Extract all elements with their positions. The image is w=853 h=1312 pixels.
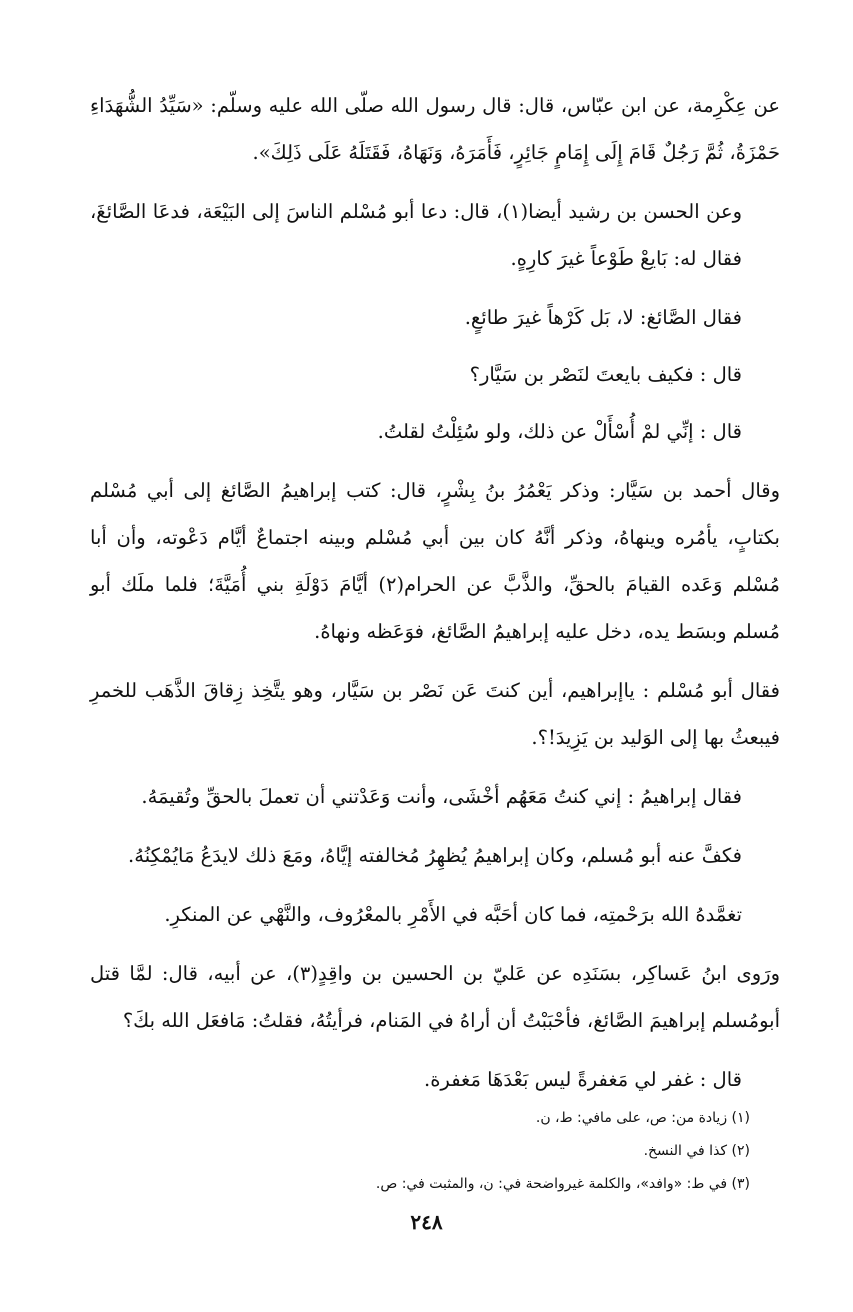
paragraph-forgiveness: قال : غفر لي مَغفرةً ليس بَعْدَهَا مَغفرة.	[424, 1068, 742, 1091]
paragraph-saigh-reply: فقال الصَّائغ: لا، بَل كَرْهاً غيرَ طائعٍ.	[464, 306, 742, 329]
paragraph-restraint: فكفَّ عنه أبو مُسلم، وكان إبراهيمُ يُظهِرُ مُخالفته إيَّاهُ، ومَعَ ذلك لايدَعُ مَايُمْكِنُهُ.	[128, 844, 742, 867]
footnote-3: (٣) في ط: «وافد»، والكلمة غيرواضحة في: ن، والمثبت في: ص.	[375, 1176, 750, 1192]
paragraph-prayer: تغمَّدهُ الله برَحْمتِه، فما كان أحَبَّه في الأَمْرِ بالمعْرُوف، والنَّهْي عن المنكرِ.	[164, 903, 742, 926]
main-text	[90, 82, 780, 1115]
footnotes	[90, 1102, 780, 1201]
footnote-2: (٢) كذا في النسخ.	[643, 1143, 750, 1159]
footnote-1: (١) زيادة من: ص، على مافي: ط، ن.	[535, 1110, 750, 1126]
paragraph-abu-muslim-question: فقال أبو مُسْلم : ياإبراهيم، أين كنتَ عَن نَصْر بن سَيَّار، وهو يتَّخِذ زِقاقَ الذَّهَب للخمرِ فيبعثُ بها إلى الوَليد بن يَزِيدَ!؟.	[90, 679, 780, 749]
paragraph-question: قال : فكيف بايعتَ لنَصْر بن سَيَّار؟	[469, 363, 742, 386]
page-number: ٢٤٨	[410, 1210, 443, 1234]
paragraph-letter: وقال أحمد بن سَيَّار: وذكر يَعْمُرُ بنُ بِشْرٍ، قال: كتب إبراهيمُ الصَّائغ إلى أبي مُسْلم بكتابٍ، يأمُره وينهاهُ، وذكر أنَّهُ كان بين أبي مُسْلم وبينه اجتماعٌ أيَّام دَعْوته، وأن أبا مُسْلم وَعَده القيامَ بالحقِّ، والذَّبَّ عن الحرام(٢) أيَّامَ دَوْلَةِ بني أُمَيَّةَ؛ فلما ملَك أبو مُسلم وبسَط يده، دخل عليه إبراهيمُ الصَّائغ، فوَعَظه ونهاهُ.	[90, 479, 780, 643]
paragraph-dream: ورَوى ابنُ عَساكِر، بسَنَدِه عن عَليّ بن الحسين بن واقِدٍ(٣)، عن أبيه، قال: لمَّا قتل أبومُسلم إبراهيمَ الصَّائغ، فأحْبَبْتُ أن أراهُ في المَنام، فرأيتُهُ، فقلتُ: مَافعَل الله بكَ؟	[90, 962, 780, 1032]
paragraph-ibrahim-reply: فقال إبراهيمُ : إني كنتُ مَعَهُم أخْشَى، وأنت وَعَدْتني أن تعملَ بالحقِّ وتُقيمَهُ.	[141, 785, 742, 808]
paragraph-bayah: وعن الحسن بن رشيد أيضا(١)، قال: دعا أبو مُسْلم الناسَ إلى البَيْعَة، فدعَا الصَّائغَ، فقال له: بَايعْ طَوْعاً غيرَ كارِهٍ.	[90, 200, 742, 270]
paragraph-answer: قال : إنِّي لمْ أُسْأَلْ عن ذلك، ولو سُئِلْتُ لقلتُ.	[377, 420, 742, 443]
paragraph-hadith: عن عِكْرِمة، عن ابن عبّاس، قال: قال رسول الله صلّى الله عليه وسلّم: «سَيِّدُ الشُّهَدَاءِ حَمْزَةُ، ثُمَّ رَجُلٌ قَامَ إِلَى إِمَامٍ جَائِرٍ، فَأَمَرَهُ، وَنَهَاهُ، فَقَتَلَهُ عَلَى ذَلِكَ».	[90, 94, 781, 164]
